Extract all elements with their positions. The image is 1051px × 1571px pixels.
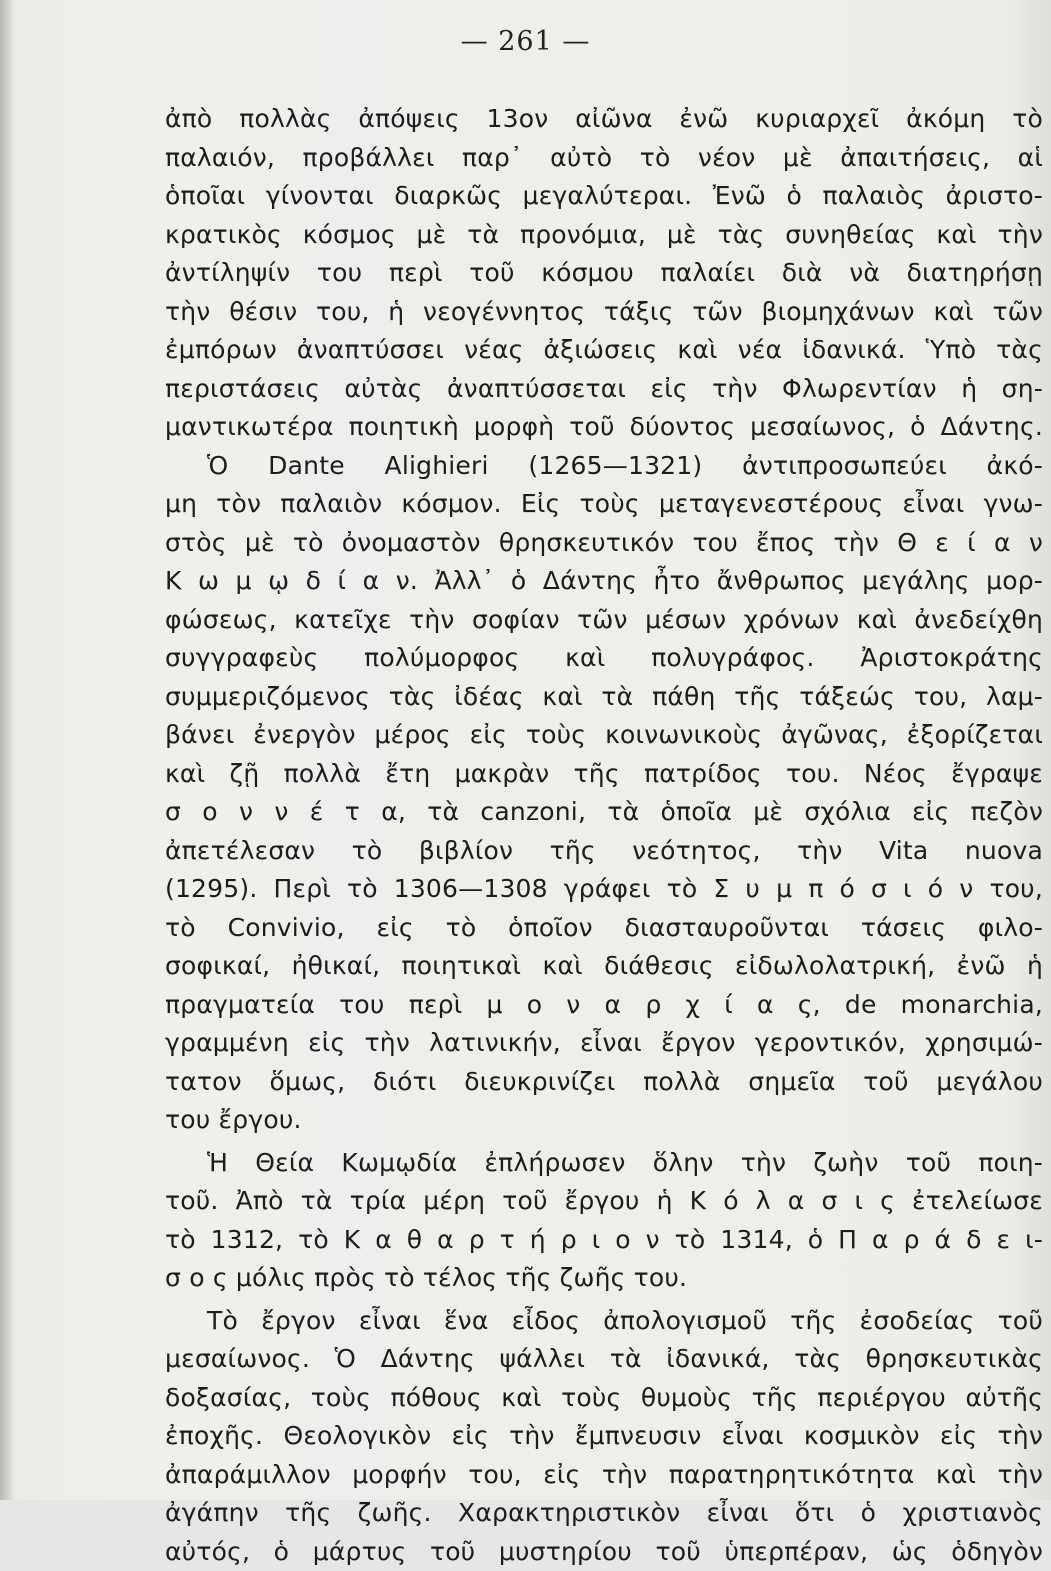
- text-line: καὶ ζῇ πολλὰ ἔτη μακρὰν τῆς πατρίδος του. Νέος ἔγραψε: [165, 755, 1043, 794]
- text-line: κρατικὸς κόσμος μὲ τὰ προνόμια, μὲ τὰς συνηθείας καὶ τὴν: [165, 216, 1043, 255]
- text-line: ἐμπόρων ἀναπτύσσει νέας ἀξιώσεις καὶ νέα ἰδανικά. Ὑπὸ τὰς: [165, 331, 1043, 370]
- text-line: παλαιόν, προβάλλει παρ᾿ αὐτὸ τὸ νέον μὲ ἀπαιτήσεις, αἱ: [165, 139, 1043, 178]
- text-line: του ἔργου.: [165, 1101, 1043, 1140]
- body-text: [165, 100, 1043, 1571]
- text-line: τοῦ. Ἀπὸ τὰ τρία μέρη τοῦ ἔργου ἡ Κ ό λ α σ ι ς ἐτελείωσε: [165, 1182, 1043, 1221]
- text-line: ἀγάπην τῆς ζωῆς. Χαρακτηριστικὸν εἶναι ὅτι ὁ χριστιανὸς: [165, 1494, 1043, 1533]
- text-line: τὸ 1312, τὸ Κ α θ α ρ τ ή ρ ι ο ν τὸ 1314, ὁ Π α ρ ά δ ε ι-: [165, 1221, 1043, 1260]
- text-line: σ ο ν ν έ τ α, τὰ canzoni, τὰ ὁποῖα μὲ σχόλια εἰς πεζὸν: [165, 793, 1043, 832]
- text-line: δοξασίας, τοὺς πόθους καὶ τοὺς θυμοὺς τῆς περιέργου αὐτῆς: [165, 1379, 1043, 1418]
- text-line: τατον ὅμως, διότι διευκρινίζει πολλὰ σημεῖα τοῦ μεγάλου: [165, 1063, 1043, 1102]
- text-line: ἀπαράμιλλον μορφήν του, εἰς τὴν παρατηρητικότητα καὶ τὴν: [165, 1456, 1043, 1495]
- text-line: συμμεριζόμενος τὰς ἰδέας καὶ τὰ πάθη τῆς τάξεώς του, λαμ-: [165, 678, 1043, 717]
- text-line: ἀπετέλεσαν τὸ βιβλίον τῆς νεότητος, τὴν Vita nuova: [165, 832, 1043, 871]
- text-line: ὁποῖαι γίνονται διαρκῶς μεγαλύτεραι. Ἐνῶ ὁ παλαιὸς ἀριστο-: [165, 177, 1043, 216]
- text-line: στὸς μὲ τὸ ὀνομαστὸν θρησκευτικόν του ἔπος τὴν Θ ε ί α ν: [165, 524, 1043, 563]
- text-line: Ἡ Θεία Κωμῳδία ἐπλήρωσεν ὅλην τὴν ζωὴν τοῦ ποιη-: [165, 1144, 1043, 1183]
- page-number: — 261 —: [0, 26, 1051, 57]
- text-line: αὐτός, ὁ μάρτυς τοῦ μυστηρίου τοῦ ὑπερπέραν, ὡς ὁδηγὸν: [165, 1533, 1043, 1571]
- binding-shadow: [0, 0, 14, 1500]
- text-line: Κ ω μ ῳ δ ί α ν. Ἀλλ᾿ ὁ Δάντης ἦτο ἄνθρωπος μεγάλης μορ-: [165, 562, 1043, 601]
- text-line: (1295). Περὶ τὸ 1306—1308 γράφει τὸ Σ υ μ π ό σ ι ό ν του,: [165, 870, 1043, 909]
- text-line: μαντικωτέρα ποιητικὴ μορφὴ τοῦ δύοντος μεσαίωνος, ὁ Δάντης.: [165, 408, 1043, 447]
- text-line: μη τὸν παλαιὸν κόσμον. Εἰς τοὺς μεταγενεστέρους εἶναι γνω-: [165, 485, 1043, 524]
- text-line: ἀπὸ πολλὰς ἀπόψεις 13ον αἰῶνα ἐνῶ κυριαρχεῖ ἀκόμη τὸ: [165, 100, 1043, 139]
- text-line: γραμμένη εἰς τὴν λατινικήν, εἶναι ἔργον γεροντικόν, χρησιμώ-: [165, 1024, 1043, 1063]
- text-line: φώσεως, κατεῖχε τὴν σοφίαν τῶν μέσων χρόνων καὶ ἀνεδείχθη: [165, 601, 1043, 640]
- text-line: σοφικαί, ἠθικαί, ποιητικαὶ καὶ διάθεσις εἰδωλολατρική, ἐνῶ ἡ: [165, 947, 1043, 986]
- text-line: Ὁ Dante Alighieri (1265—1321) ἀντιπροσωπεύει ἀκό-: [165, 447, 1043, 486]
- text-line: τὴν θέσιν του, ἡ νεογέννητος τάξις τῶν βιομηχάνων καὶ τῶν: [165, 293, 1043, 332]
- text-line: συγγραφεὺς πολύμορφος καὶ πολυγράφος. Ἀριστοκράτης: [165, 639, 1043, 678]
- text-line: πραγματεία του περὶ μ ο ν α ρ χ ί α ς, de monarchia,: [165, 986, 1043, 1025]
- text-line: βάνει ἐνεργὸν μέρος εἰς τοὺς κοινωνικοὺς ἀγῶνας, ἐξορίζεται: [165, 716, 1043, 755]
- text-line: ἐποχῆς. Θεολογικὸν εἰς τὴν ἔμπνευσιν εἶναι κοσμικὸν εἰς τὴν: [165, 1417, 1043, 1456]
- text-line: Τὸ ἔργον εἶναι ἕνα εἶδος ἀπολογισμοῦ τῆς ἐσοδείας τοῦ: [165, 1302, 1043, 1341]
- text-line: τὸ Convivio, εἰς τὸ ὁποῖον διασταυροῦνται τάσεις φιλο-: [165, 909, 1043, 948]
- text-line: σ ο ς μόλις πρὸς τὸ τέλος τῆς ζωῆς του.: [165, 1259, 1043, 1298]
- text-line: μεσαίωνος. Ὁ Δάντης ψάλλει τὰ ἰδανικά, τὰς θρησκευτικὰς: [165, 1340, 1043, 1379]
- text-line: περιστάσεις αὐτὰς ἀναπτύσσεται εἰς τὴν Φλωρεντίαν ἡ ση-: [165, 370, 1043, 409]
- text-line: ἀντίληψίν του περὶ τοῦ κόσμου παλαίει διὰ νὰ διατηρήσῃ: [165, 254, 1043, 293]
